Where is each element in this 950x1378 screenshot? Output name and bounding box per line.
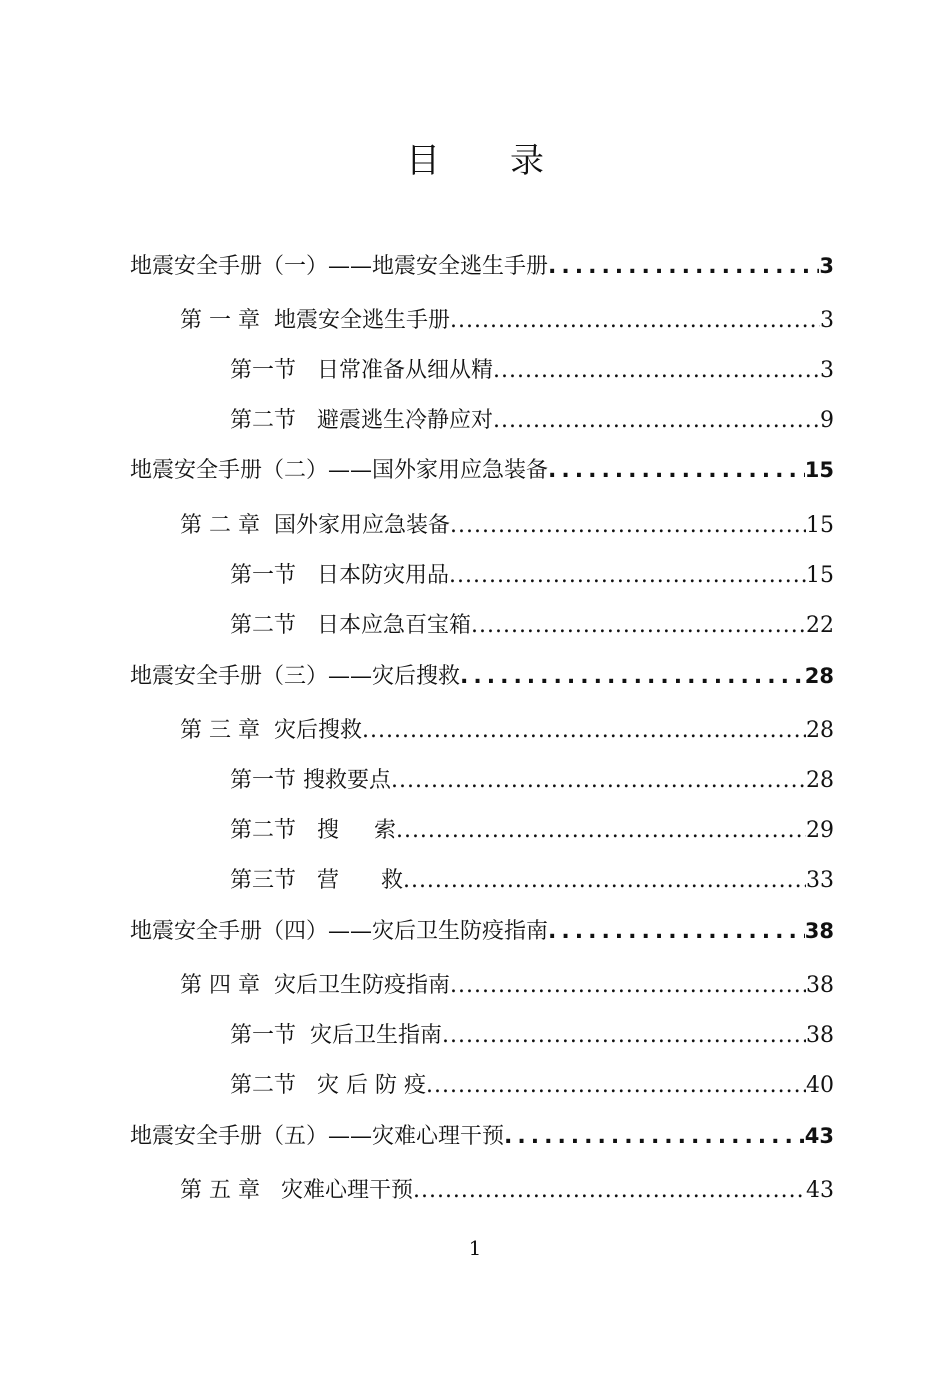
toc-page-number: 38 xyxy=(806,973,834,998)
toc-dot-leader xyxy=(471,610,806,642)
toc-entry-manual-5[interactable] xyxy=(130,1120,834,1153)
toc-entry-label: 第 五 章 灾难心理干预 xyxy=(180,1178,413,1203)
toc-entry-label: 第一节 搜救要点 xyxy=(230,768,391,793)
toc-entry-label: 地震安全手册（一）——地震安全逃生手册 xyxy=(130,254,549,279)
toc-dot-leader xyxy=(548,251,819,283)
toc-entry-section[interactable] xyxy=(230,355,834,387)
toc-page-number: 38 xyxy=(804,919,834,943)
toc-entry-label: 地震安全手册（三）——灾后搜救 xyxy=(130,664,461,689)
toc-entry-label: 第二节 日本应急百宝箱 xyxy=(230,613,471,638)
toc-dot-leader xyxy=(396,815,806,847)
toc-entry-section[interactable] xyxy=(230,765,834,797)
toc-page-number: 40 xyxy=(806,1073,834,1098)
toc-page-number: 28 xyxy=(806,768,834,793)
toc-entry-chapter-4[interactable] xyxy=(180,970,834,1002)
toc-page-number: 3 xyxy=(820,358,834,383)
toc-dot-leader xyxy=(493,355,820,387)
page-number: 1 xyxy=(468,1236,482,1260)
toc-entry-label: 第二节 避震逃生冷静应对 xyxy=(230,408,493,433)
toc-page-number: 43 xyxy=(804,1124,834,1148)
toc-page-number: 9 xyxy=(820,408,834,433)
page-title: 目录 xyxy=(406,141,614,181)
toc-entry-chapter-3[interactable] xyxy=(180,715,834,747)
toc-dot-leader xyxy=(426,1070,806,1102)
toc-page-number: 15 xyxy=(804,458,834,482)
toc-entry-label: 第一节 灾后卫生指南 xyxy=(230,1023,442,1048)
toc-entry-label: 第 一 章 地震安全逃生手册 xyxy=(180,308,450,333)
toc-entry-chapter-5[interactable] xyxy=(180,1175,834,1207)
toc-entry-label: 第三节 营 救 xyxy=(230,868,403,893)
toc-entry-section[interactable] xyxy=(230,815,834,847)
toc-entry-label: 地震安全手册（五）——灾难心理干预 xyxy=(130,1124,505,1149)
toc-page-number: 22 xyxy=(806,613,834,638)
toc-dot-leader xyxy=(450,305,820,337)
toc-dot-leader xyxy=(362,715,806,747)
toc-page-number: 3 xyxy=(819,254,834,278)
toc-entry-section[interactable] xyxy=(230,865,834,897)
toc-page-number: 28 xyxy=(804,664,834,688)
toc-entry-label: 地震安全手册（四）——灾后卫生防疫指南 xyxy=(130,919,549,944)
toc-dot-leader xyxy=(442,1020,806,1052)
toc-entry-manual-1[interactable] xyxy=(130,250,834,283)
toc-dot-leader xyxy=(548,916,805,948)
toc-entry-chapter-2[interactable] xyxy=(180,510,834,542)
toc-dot-leader xyxy=(449,560,806,592)
toc-page-number: 29 xyxy=(806,818,834,843)
toc-page-number: 15 xyxy=(806,563,834,588)
toc-entry-chapter-1[interactable] xyxy=(180,305,834,337)
toc-dot-leader xyxy=(460,661,805,693)
toc-page-number: 43 xyxy=(806,1178,834,1203)
toc-dot-leader xyxy=(450,510,806,542)
toc-dot-leader xyxy=(413,1175,806,1207)
toc-entry-label: 第 四 章 灾后卫生防疫指南 xyxy=(180,973,450,998)
toc-entry-label: 第 二 章 国外家用应急装备 xyxy=(180,513,450,538)
toc-dot-leader xyxy=(403,865,806,897)
toc-page-number: 33 xyxy=(806,868,834,893)
toc-entry-label: 第一节 日本防灾用品 xyxy=(230,563,449,588)
toc-entry-label: 第二节 灾 后 防 疫 xyxy=(230,1073,426,1098)
toc-entry-section[interactable] xyxy=(230,560,834,592)
toc-dot-leader xyxy=(548,455,805,487)
toc-entry-manual-4[interactable] xyxy=(130,915,834,948)
toc-page-number: 3 xyxy=(820,308,834,333)
toc-entry-label: 地震安全手册（二）——国外家用应急装备 xyxy=(130,458,549,483)
toc-entry-section[interactable] xyxy=(230,405,834,437)
toc-dot-leader xyxy=(391,765,806,797)
toc-dot-leader xyxy=(504,1121,805,1153)
toc-entry-section[interactable] xyxy=(230,1020,834,1052)
toc-entry-label: 第一节 日常准备从细从精 xyxy=(230,358,493,383)
toc-page-number: 15 xyxy=(806,513,834,538)
toc-entry-manual-2[interactable] xyxy=(130,454,834,487)
toc-page-number: 28 xyxy=(806,718,834,743)
toc-entry-section[interactable] xyxy=(230,1070,834,1102)
toc-entry-manual-3[interactable] xyxy=(130,660,834,693)
toc-dot-leader xyxy=(493,405,820,437)
toc-page-number: 38 xyxy=(806,1023,834,1048)
toc-entry-label: 第 三 章 灾后搜救 xyxy=(180,718,362,743)
toc-entry-label: 第二节 搜 索 xyxy=(230,818,396,843)
toc-entry-section[interactable] xyxy=(230,610,834,642)
toc-dot-leader xyxy=(450,970,806,1002)
